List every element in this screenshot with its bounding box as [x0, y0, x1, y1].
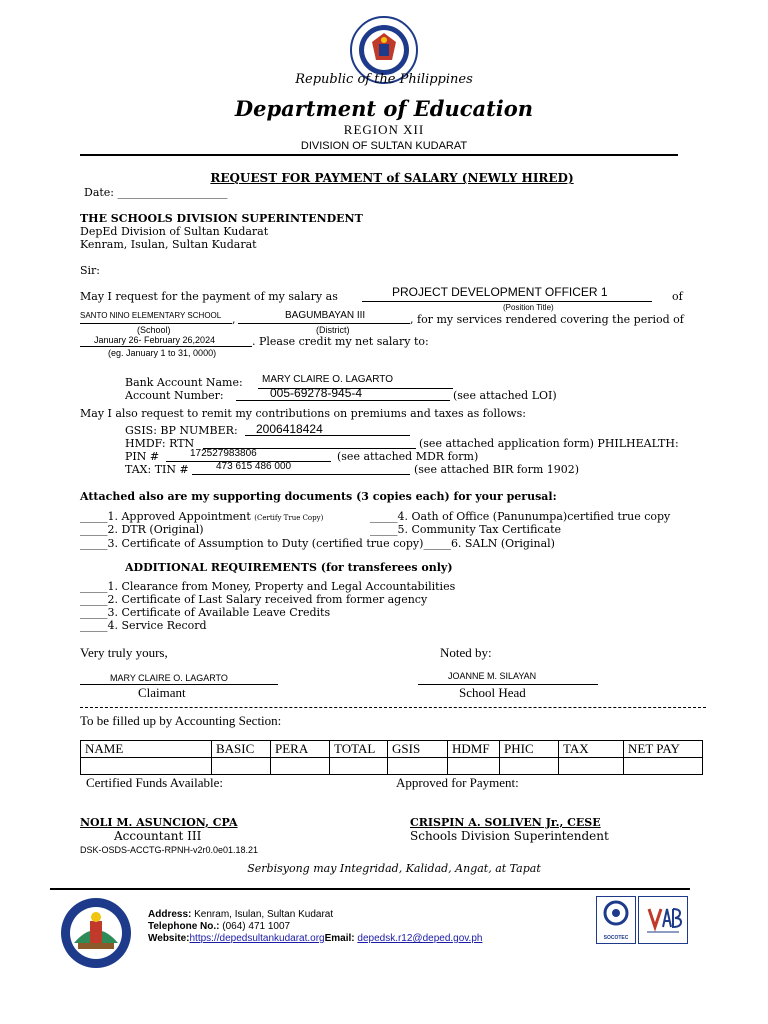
comma: , [232, 313, 236, 326]
address-line-2: Kenram, Isulan, Sultan Kudarat [80, 238, 257, 251]
account-number-label: Account Number: [125, 389, 224, 402]
hmdf-note: (see attached application form) PHILHEALTH: [419, 437, 679, 450]
email-link[interactable]: depedsk.r12@deped.gov.ph [357, 933, 483, 944]
address-value: Kenram, Isulan, Sultan Kudarat [194, 909, 334, 920]
attached-heading: Attached also are my supporting documents (3 copies each) for your perusal: [80, 490, 557, 503]
district-line [238, 323, 410, 324]
position-line [362, 301, 652, 302]
website-link[interactable]: https://depedsultankudarat.org [189, 933, 325, 944]
header-divider [80, 154, 678, 156]
add-2: _____2. Certificate of Last Salary received from former agency [80, 593, 428, 606]
dashed-separator [80, 707, 706, 708]
col-basic: BASIC [212, 741, 271, 758]
salutation: Sir: [80, 264, 101, 277]
doc-3: _____3. Certificate of Assumption to Duty (certified true copy)_____6. SALN (Original) [80, 537, 555, 550]
form-title: REQUEST FOR PAYMENT of SALARY (NEWLY HIRED) [210, 171, 574, 185]
closing: Very truly yours, [80, 645, 168, 660]
region-line: REGION XII [343, 122, 425, 137]
socotec-logo [596, 896, 636, 944]
addressee: THE SCHOOLS DIVISION SUPERINTENDENT [80, 212, 363, 225]
col-gsis: GSIS [388, 741, 448, 758]
doc-1 [80, 510, 323, 523]
period-value: January 26- February 26,2024 [94, 335, 216, 345]
accreditation-logo [638, 896, 688, 944]
accounting-table [80, 740, 703, 775]
see-loi: (see attached LOI) [453, 389, 557, 402]
department-title: Department of Education [234, 96, 534, 121]
col-pera: PERA [271, 741, 330, 758]
period-text: , for my services rendered covering the period of [410, 313, 684, 326]
pin-note: (see attached MDR form) [337, 450, 479, 463]
additional-heading: ADDITIONAL REQUIREMENTS (for transferees only) [125, 561, 453, 574]
doc-1-note: (Certify True Copy) [254, 514, 324, 522]
sds-name: CRISPIN A. SOLIVEN Jr., CESE [410, 816, 601, 829]
pin-label: PIN # [125, 450, 160, 463]
gsis-value: 2006418424 [256, 422, 323, 436]
sds-title: Schools Division Superintendent [410, 829, 609, 843]
tin-label: TAX: TIN # [125, 463, 189, 476]
table-header-row [81, 741, 703, 758]
request-text: May I request for the payment of my salary as [80, 290, 338, 303]
telephone-label: Telephone No.: [148, 921, 220, 932]
school-head-label: School Head [459, 685, 526, 700]
cell [559, 758, 624, 775]
footer-telephone [148, 921, 290, 932]
tin-note: (see attached BIR form 1902) [414, 463, 580, 476]
website-label: Website: [148, 933, 190, 944]
cell [330, 758, 388, 775]
address-label: Address: [148, 909, 192, 920]
socotec-label: SOCOTEC [603, 935, 629, 941]
tin-value: 473 615 486 000 [216, 461, 292, 472]
period-example: (eg. January 1 to 31, 0000) [108, 348, 217, 358]
address-line-1: DepEd Division of Sultan Kudarat [80, 225, 269, 238]
division-seal [60, 897, 132, 969]
cell [388, 758, 448, 775]
credit-text: . Please credit my net salary to: [252, 335, 429, 348]
add-1: _____1. Clearance from Money, Property and Legal Accountabilities [80, 580, 456, 593]
doc-5: _____5. Community Tax Certificate [370, 523, 562, 536]
position-caption: (Position Title) [503, 303, 554, 312]
tin-line [192, 474, 410, 475]
noted-by: Noted by: [440, 645, 492, 660]
footer-divider [50, 888, 690, 890]
telephone-value: (064) 471 1007 [222, 921, 291, 932]
email-label: Email: [324, 933, 355, 944]
division-line: DIVISION OF SULTAN KUDARAT [300, 140, 468, 152]
col-phic: PHIC [500, 741, 559, 758]
claimant-label: Claimant [138, 685, 186, 700]
account-number-value: 005-69278-945-4 [270, 386, 363, 400]
cell [500, 758, 559, 775]
of-text: of [672, 290, 683, 303]
position-value: PROJECT DEVELOPMENT OFFICER 1 [392, 285, 608, 299]
footer-contacts [148, 933, 482, 944]
period-line [80, 346, 252, 347]
accountant-title: Accountant III [114, 829, 202, 843]
district-caption: (District) [316, 325, 350, 335]
cell [212, 758, 271, 775]
add-3: _____3. Certificate of Available Leave Credits [80, 606, 331, 619]
doc-4: _____4. Oath of Office (Panunumpa)certified true copy [370, 510, 671, 523]
cell [448, 758, 500, 775]
bank-name-label: Bank Account Name: [125, 376, 243, 389]
school-head-name: JOANNE M. SILAYAN [448, 671, 537, 681]
doc-1-label: _____1. Approved Appointment [80, 510, 251, 523]
col-tax: TAX [559, 741, 624, 758]
bank-name-value: MARY CLAIRE O. LAGARTO [262, 374, 393, 385]
doc-2: _____2. DTR (Original) [80, 523, 204, 536]
school-line [80, 323, 232, 324]
col-hdmf: HDMF [448, 741, 500, 758]
account-number-line [236, 400, 450, 401]
accounting-intro: To be filled up by Accounting Section: [80, 713, 282, 728]
col-net-pay: NET PAY [624, 741, 703, 758]
col-name: NAME [81, 741, 212, 758]
table-row [81, 758, 703, 775]
gsis-label: GSIS: BP NUMBER: [125, 424, 238, 437]
pin-value: 172527983806 [190, 448, 257, 459]
add-4: _____4. Service Record [80, 619, 207, 632]
claimant-name: MARY CLAIRE O. LAGARTO [110, 673, 228, 683]
certified-funds: Certified Funds Available: [86, 775, 223, 790]
col-total: TOTAL [330, 741, 388, 758]
school-value: SANTO NINO ELEMENTARY SCHOOL [80, 311, 222, 320]
footer-address [148, 909, 333, 920]
republic-line: Republic of the Philippines [295, 72, 473, 87]
approved-payment: Approved for Payment: [396, 775, 519, 790]
date-field: Date: ____________________ [84, 186, 228, 199]
cell [81, 758, 212, 775]
accountant-name: NOLI M. ASUNCION, CPA [80, 816, 238, 829]
document-code: DSK-OSDS-ACCTG-RPNH-v2r0.0e01.18.21 [80, 845, 259, 855]
remit-text: May I also request to remit my contributions on premiums and taxes as follows: [80, 407, 526, 420]
motto: Serbisyong may Integridad, Kalidad, Angat, at Tapat [247, 862, 541, 875]
hmdf-label: HMDF: RTN [125, 437, 195, 450]
school-caption: (School) [137, 325, 171, 335]
cell [624, 758, 703, 775]
cell [271, 758, 330, 775]
district-value: BAGUMBAYAN III [285, 310, 366, 321]
